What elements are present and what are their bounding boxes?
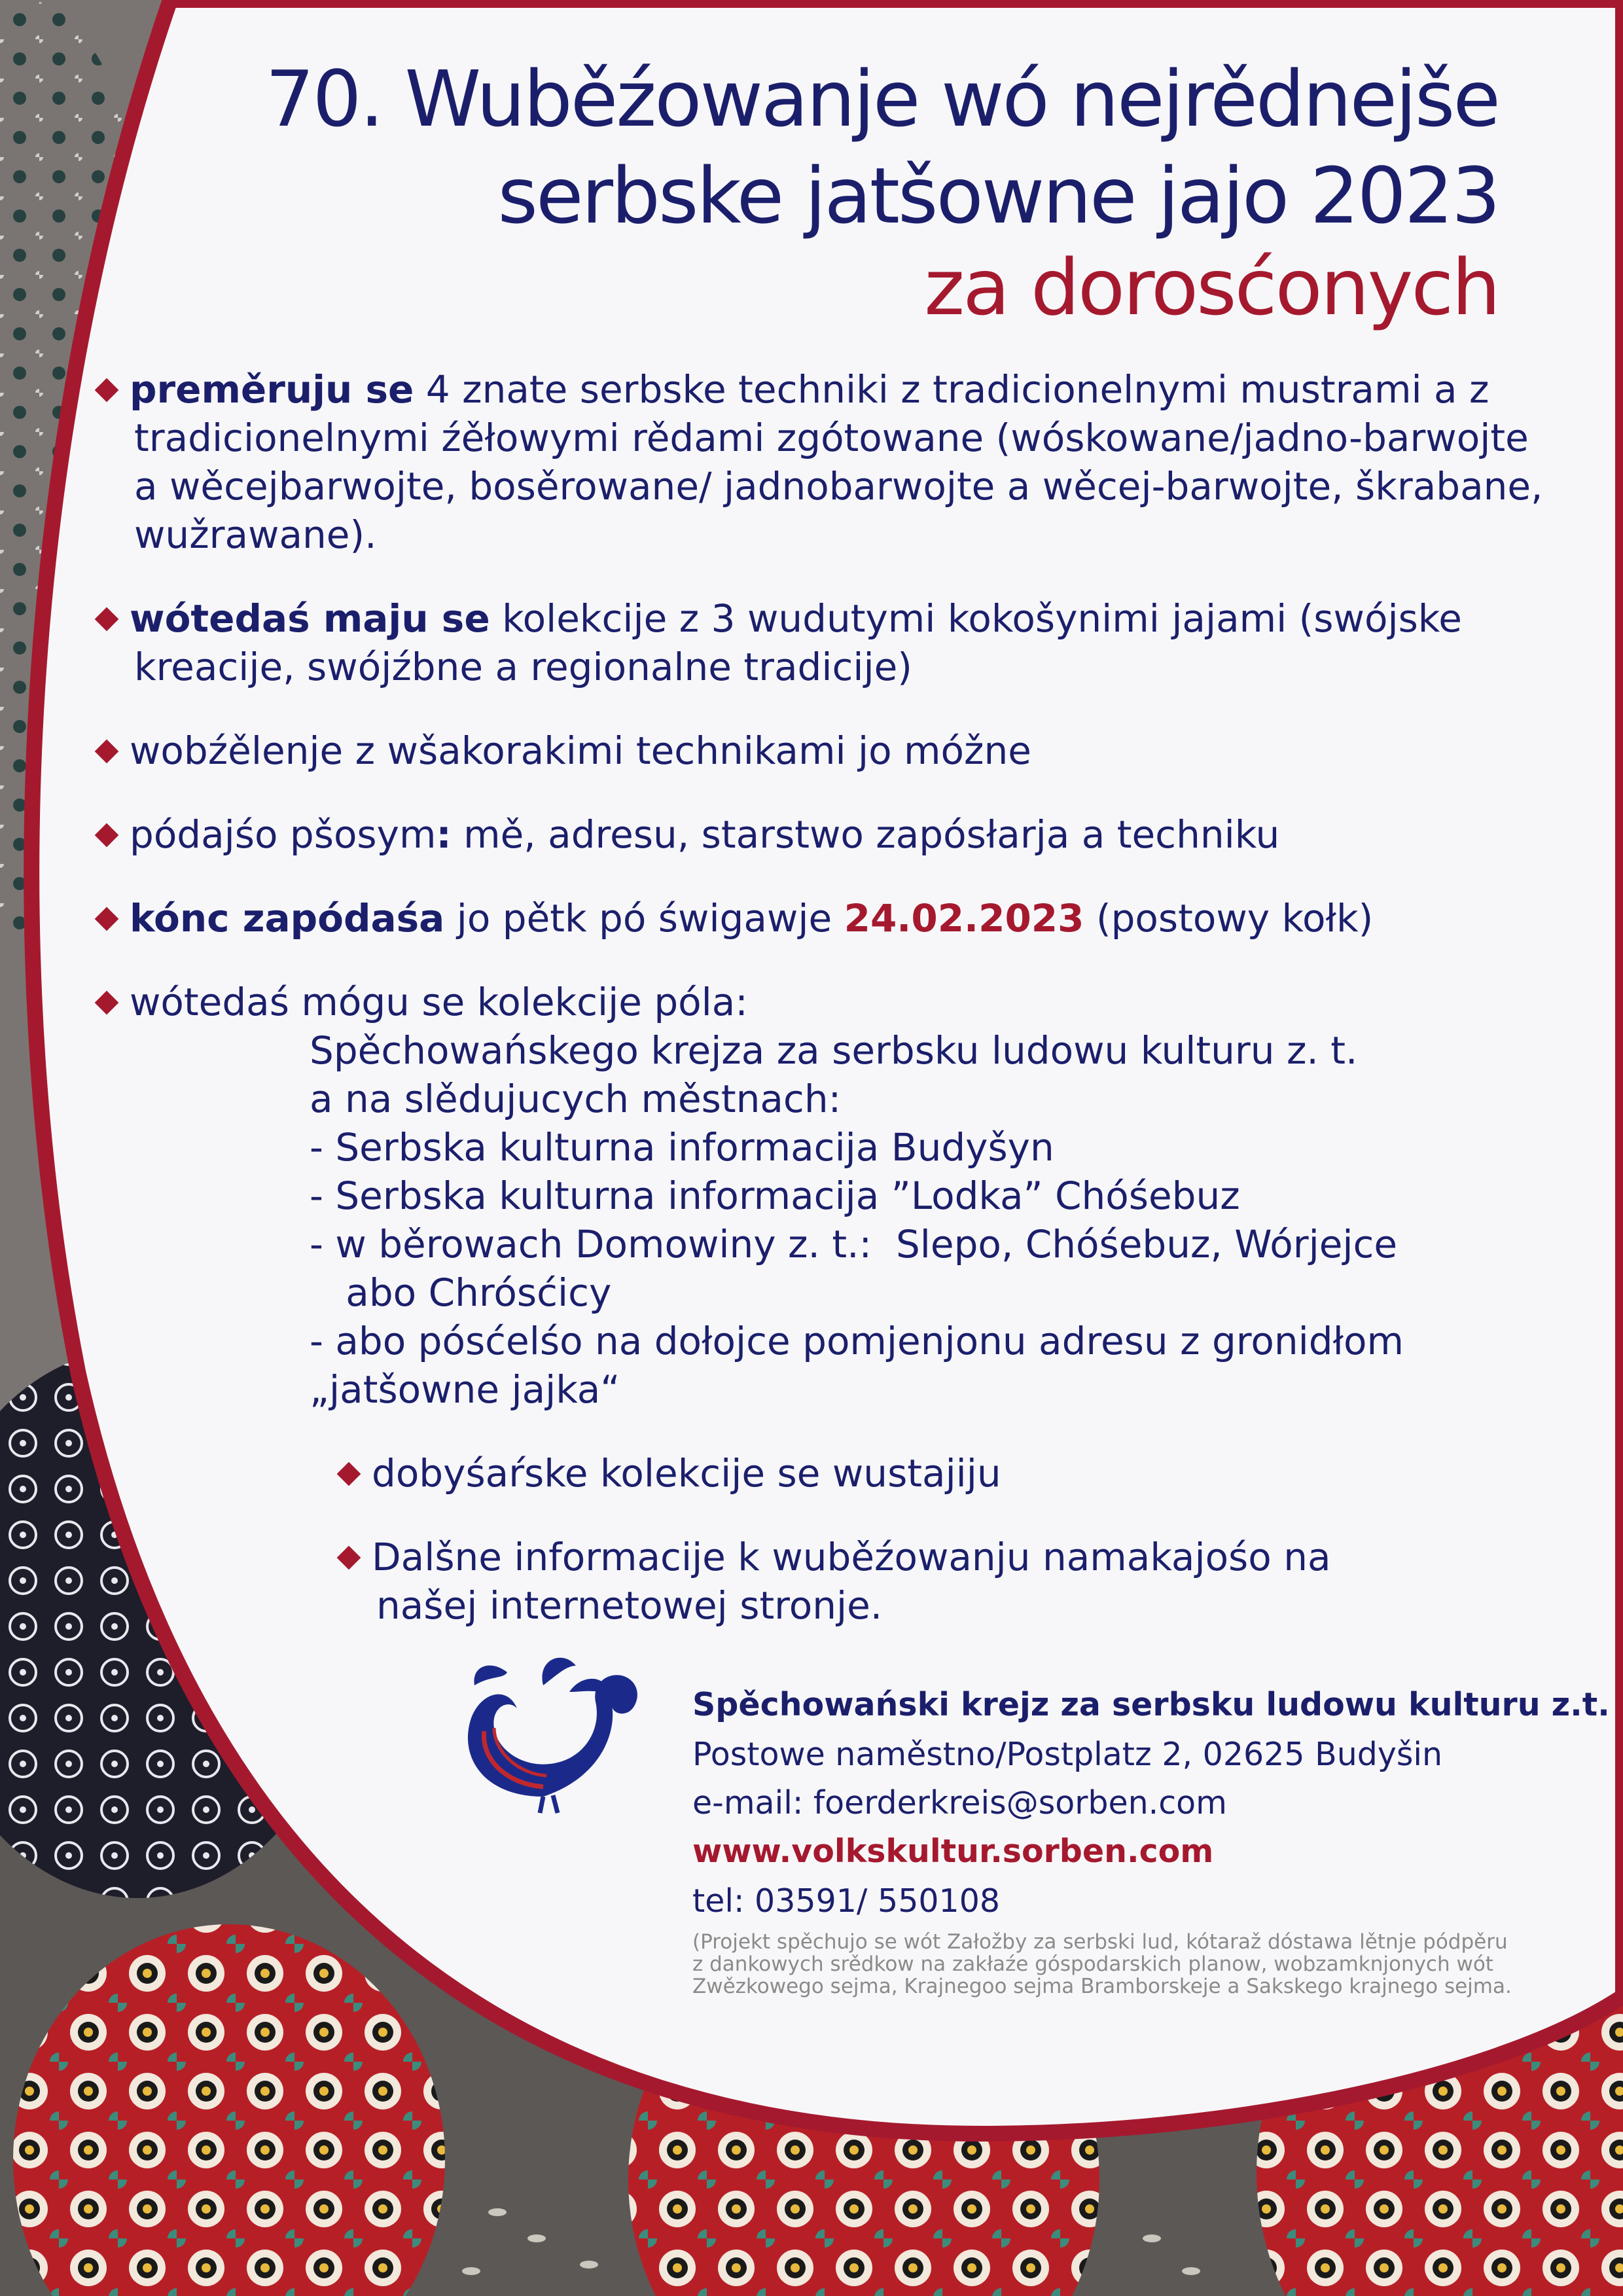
diamond-bullet-icon [337,1546,361,1570]
bullet-submission: wótedaś mógu se kolekcije póla: [134,978,1561,1026]
location-line: - w běrowach Domowiny z. t.: Slepo, Chóśebuz, Wórjejce [310,1222,1398,1266]
diamond-bullet-icon [95,607,119,632]
location-line: „jatšowne jajka“ [310,1367,620,1412]
contact-phone: tel: 03591/ 550108 [692,1882,1001,1920]
diamond-bullet-icon [95,991,119,1015]
bullet-details: pódajśo pšosym: mě, adresu, starstwo zapósłarja a techniku [134,810,1561,859]
location-line: - Serbska kulturna informacija Budyšyn [310,1125,1054,1170]
folk-bird-logo-icon [445,1646,654,1816]
bullet-participation: wobźělenje z wšakorakimi technikami jo móžne [134,726,1561,775]
bullet-techniques: preměruju se 4 znate serbske techniki z tradicionelnymi mustrami a z tradicionelnymi źěłowymi rědami zgótowane (wóskowane/jadno-barwojte a wěcejbarwojte, bosěrowane/ jadnobarwojte a wěcej-barwojte, škrabane, wužrawane). [134,365,1561,559]
diamond-bullet-icon [95,740,119,764]
title-line-2: serbske jatšowne jajo 2023 [497,151,1499,241]
location-line: a na slědujucych městnach: [310,1077,842,1121]
diamond-bullet-icon [95,823,119,848]
location-line: - Serbska kulturna informacija ”Lodka” Chóśebuz [310,1174,1240,1218]
diamond-bullet-icon [337,1462,361,1486]
diamond-bullet-icon [95,907,119,931]
bullet-collections: wótedaś maju se kolekcije z 3 wudutymi kokošynimi jajami (swójske kreacije, swójźbne a regionalne tradicije) [134,594,1561,691]
funding-note: (Projekt spěchujo se wót Załožby za serbski lud, kótaraž dóstawa lětnje pódpěru z dankowych srědkow na zakłaźe góspodarskich planow, wobzamknjonych wót Zwězkowego sejma, Krajnegoo sejma Bramborskeje a Sakskego krajnego sejma. [692,1930,1512,1998]
diamond-bullet-icon [95,378,119,403]
sub-bullet-more-info: Dalšne informacije k wuběźowanju namakajośo na našej internetowej stronje. [376,1533,1358,1630]
contact-org: Spěchowański krejz za serbsku ludowu kulturu z.t. [692,1686,1610,1723]
contact-website[interactable]: www.volkskultur.sorben.com [692,1833,1214,1870]
title-line-3: za dorosćonych [924,242,1499,332]
contact-address: Postowe naměstno/Postplatz 2, 02625 Budyšin [692,1736,1443,1773]
location-line: Spěchowańskego krejza za serbsku ludowu kulturu z. t. [310,1028,1358,1073]
sub-bullet-exhibition: dobyśaŕske kolekcije se wustajiju [376,1449,1358,1498]
deadline-date: 24.02.2023 [844,896,1084,941]
location-line: - abo pósćelśo na dołojce pomjenjonu adresu z gronidłom [310,1319,1404,1363]
location-line: abo Chrósćicy [310,1270,612,1315]
title-line-1: 70. Wuběźowanje wó nejrědnejše [265,54,1499,144]
bullet-deadline: kónc zapódaśa jo pětk pó świgawje 24.02.2023 (postowy kołk) [134,894,1561,942]
contact-email[interactable]: e-mail: foerderkreis@sorben.com [692,1784,1227,1821]
